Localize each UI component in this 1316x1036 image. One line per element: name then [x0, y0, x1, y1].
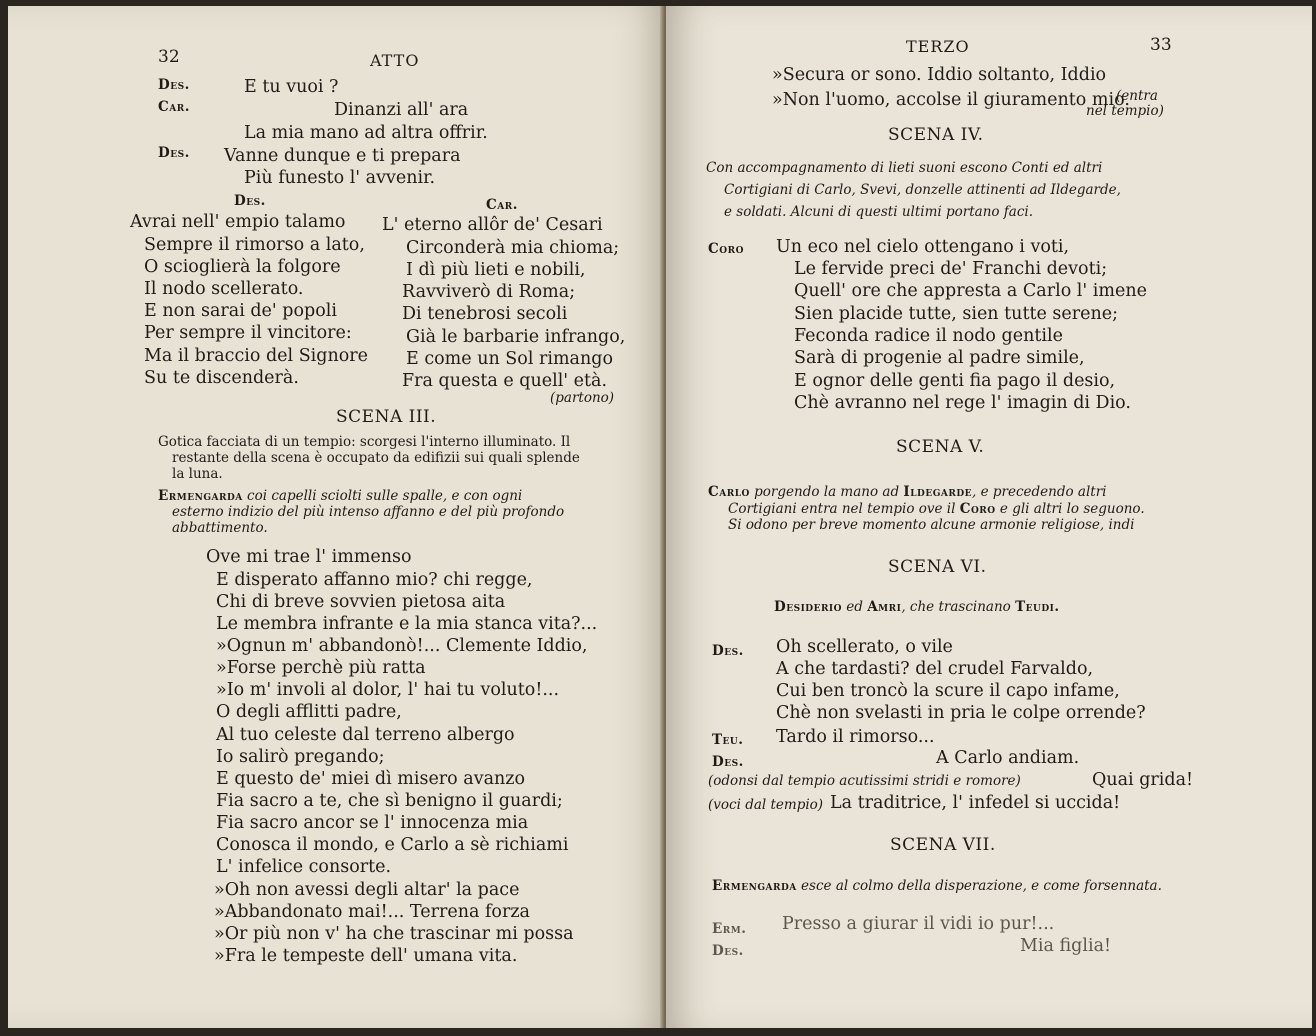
verse-line: O scioglierà la folgore	[144, 257, 341, 277]
verse-line: »Oh non avessi degli altar' la pace	[214, 880, 520, 900]
verse-line: E disperato affanno mio? chi regge,	[216, 570, 533, 590]
verse-line: Dinanzi all' ara	[334, 100, 469, 120]
verse-line: Feconda radice il nodo gentile	[794, 326, 1063, 346]
scene-title: SCENA III.	[336, 407, 437, 427]
verse-line: »Or più non v' ha che trascinar mi possa	[214, 924, 574, 944]
verse-line: Fia sacro ancor se l' innocenza mia	[216, 813, 529, 833]
verse-line: »Abbandonato mai!... Terrena forza	[214, 902, 530, 922]
speaker: Erm.	[712, 921, 747, 937]
verse-line: La mia mano ad altra offrir.	[244, 123, 488, 143]
verse-line: I dì più lieti e nobili,	[406, 260, 586, 280]
verse-line: Quai grida!	[1092, 770, 1194, 790]
verse-line: Oh scellerato, o vile	[776, 637, 953, 657]
speaker: Des.	[712, 643, 744, 659]
cast-line	[774, 599, 1060, 615]
verse-line: Cui ben troncò la scure il capo infame,	[776, 681, 1120, 701]
speaker: Car.	[158, 99, 190, 115]
stage-direction-line	[158, 488, 522, 504]
character-name: Coro	[959, 501, 996, 517]
right-page	[666, 6, 1312, 1028]
verse-line: Sempre il rimorso a lato,	[144, 235, 365, 255]
verse-line: A che tardasti? del crudel Farvaldo,	[776, 659, 1094, 679]
verse-line: Tardo il rimorso...	[776, 727, 935, 747]
stage-direction-line	[712, 878, 1162, 894]
verse-line: Conosca il mondo, e Carlo a sè richiami	[216, 835, 569, 855]
verse-line: »Io m' involi al dolor, l' hai tu voluto!...	[216, 680, 560, 700]
setting-line: Con accompagnamento di lieti suoni escono Conti ed altri	[706, 160, 1103, 176]
setting-line: restante della scena è occupato da edifizii sui quali splende	[172, 450, 580, 466]
speaker: Des.	[712, 754, 744, 770]
scene-title: SCENA V.	[896, 437, 985, 457]
verse-line: Al tuo celeste dal terreno albergo	[216, 725, 515, 745]
character-name: Ildegarde	[903, 484, 973, 500]
speaker: Des.	[158, 77, 190, 93]
setting-line: la luna.	[172, 466, 223, 482]
character-name: Amri	[867, 599, 902, 615]
verse-line: E non sarai de' popoli	[144, 301, 337, 321]
verse-line: L' eterno allôr de' Cesari	[382, 215, 603, 235]
verse-line: Ravviverò di Roma;	[402, 282, 576, 302]
stage-direction: nel tempio)	[1086, 103, 1164, 119]
scene-title: SCENA VI.	[888, 557, 987, 577]
stage-direction: (odonsi dal tempio acutissimi stridi e romore)	[708, 773, 1021, 789]
verse-line: Sien placide tutte, sien tutte serene;	[794, 304, 1119, 324]
verse-line: Fia sacro a te, che sì benigno il guardi;	[216, 791, 563, 811]
verse-line: »Secura or sono. Iddio soltanto, Iddio	[772, 65, 1107, 85]
stage-direction-text: , che trascinano	[901, 599, 1016, 615]
stage-direction-text: esce al colmo della disperazione, e come forsennata.	[796, 878, 1162, 894]
verse-line: E questo de' miei dì misero avanzo	[216, 769, 526, 789]
verse-line: Chè non svelasti in pria le colpe orrende?	[776, 703, 1146, 723]
stage-direction-text: Cortigiani entra nel tempio ove il	[728, 501, 960, 517]
verse-line: E come un Sol rimango	[406, 349, 613, 369]
stage-direction-text: coi capelli sciolti sulle spalle, e con ogni	[242, 488, 523, 504]
scene-title: SCENA VII.	[890, 835, 996, 855]
stage-direction-line: esterno indizio del più intenso affanno e del più profondo	[172, 504, 565, 520]
speaker: Des.	[234, 193, 266, 209]
verse-line: Già le barbarie infrango,	[406, 327, 626, 347]
verse-line: Mia figlia!	[1020, 936, 1112, 956]
verse-line: Quell' ore che appresta a Carlo l' imene	[794, 281, 1147, 301]
verse-line: E tu vuoi ?	[244, 77, 339, 97]
verse-line: Più funesto l' avvenir.	[244, 168, 436, 188]
running-head: ATTO	[370, 51, 420, 70]
verse-line: Avrai nell' empio talamo	[130, 212, 346, 232]
left-page	[8, 6, 666, 1028]
verse-line: Chi di breve sovvien pietosa aita	[216, 592, 506, 612]
verse-line: Sarà di progenie al padre simile,	[794, 348, 1085, 368]
setting-line: Cortigiani di Carlo, Svevi, donzelle attinenti ad Ildegarde,	[724, 182, 1121, 198]
speaker: Des.	[712, 943, 744, 959]
stage-direction-text: ed	[841, 599, 868, 615]
verse-line: »Forse perchè più ratta	[216, 658, 426, 678]
verse-line: Presso a giurar il vidi io pur!...	[782, 914, 1055, 934]
running-head: TERZO	[906, 37, 970, 56]
verse-line: »Fra le tempeste dell' umana vita.	[214, 946, 518, 966]
verse-line: »Ognun m' abbandonò!... Clemente Iddio,	[216, 636, 588, 656]
verse-line: A Carlo andiam.	[936, 748, 1080, 768]
verse-line: Circonderà mia chioma;	[406, 238, 620, 258]
stage-direction-text: e gli altri lo seguono.	[995, 501, 1145, 517]
scene-title: SCENA IV.	[888, 125, 984, 145]
stage-direction: (entra	[1116, 88, 1158, 104]
verse-line: E ognor delle genti fia pago il desio,	[794, 371, 1116, 391]
verse-line: Io salirò pregando;	[216, 747, 385, 767]
character-name: Ermengarda	[712, 878, 797, 894]
verse-line: Le membra infrante e la mia stanca vita?...	[216, 614, 598, 634]
verse-line: Ma il braccio del Signore	[144, 346, 369, 366]
verse-line: Le fervide preci de' Franchi devoti;	[794, 259, 1108, 279]
character-name: Desiderio	[774, 599, 842, 615]
verse-line: O degli afflitti padre,	[216, 702, 402, 722]
stage-direction-line: Si odono per breve momento alcune armonie religiose, indi	[728, 517, 1135, 533]
stage-direction: (voci dal tempio)	[708, 797, 824, 813]
verse-line: Di tenebrosi secoli	[402, 304, 568, 324]
verse-line: »Non l'uomo, accolse il giuramento mio.	[772, 90, 1130, 110]
setting-line: e soldati. Alcuni di questi ultimi portano faci.	[724, 204, 1034, 220]
verse-line: Ove mi trae l' immenso	[206, 547, 412, 567]
verse-line: Vanne dunque e ti prepara	[224, 146, 461, 166]
speaker: Car.	[486, 197, 518, 213]
speaker: Teu.	[712, 732, 744, 748]
verse-line: L' infelice consorte.	[216, 857, 392, 877]
verse-line: Su te discenderà.	[144, 368, 299, 388]
verse-line: Per sempre il vincitore:	[144, 323, 352, 343]
character-name: Teudi.	[1015, 599, 1060, 615]
stage-direction-line: abbattimento.	[172, 520, 268, 536]
verse-line: Fra questa e quell' età.	[402, 371, 608, 391]
page-number: 32	[158, 47, 180, 67]
verse-line: Il nodo scellerato.	[144, 279, 304, 299]
stage-direction-line	[708, 484, 1106, 500]
stage-direction-text: porgendo la mano ad	[749, 484, 904, 500]
stage-direction-text: , e precedendo altri	[972, 484, 1107, 500]
verse-line: La traditrice, l' infedel si uccida!	[830, 793, 1121, 813]
character-name: Carlo	[708, 484, 750, 500]
speaker: Des.	[158, 145, 190, 161]
stage-direction-line	[728, 501, 1145, 517]
character-name: Ermengarda	[158, 488, 243, 504]
verse-line: Chè avranno nel rege l' imagin di Dio.	[794, 393, 1131, 413]
verse-line: Un eco nel cielo ottengano i voti,	[776, 237, 1070, 257]
setting-line: Gotica facciata di un tempio: scorgesi l'interno illuminato. Il	[158, 434, 571, 450]
speaker: Coro	[708, 241, 744, 257]
stage-direction: (partono)	[550, 390, 615, 406]
page-number: 33	[1150, 35, 1172, 55]
